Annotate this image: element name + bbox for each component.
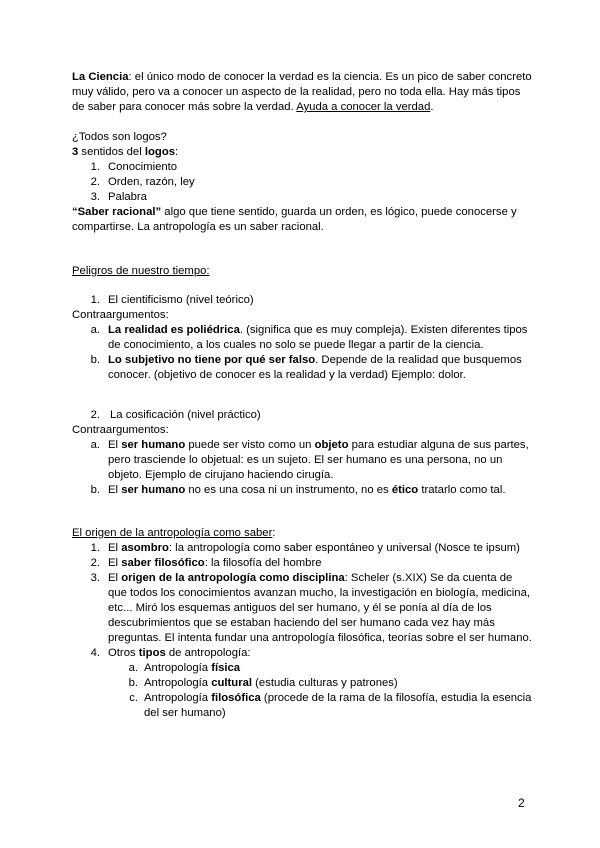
page-number: 2 [518,796,525,810]
bold-phrase: ético [391,484,419,496]
text-run: : la filosofía del hombre [204,557,322,569]
list-letter: b. [128,677,138,689]
list-number: 3. [90,572,100,584]
bold-phrase: filosófica [211,692,261,704]
list-item [72,160,532,175]
list-text: Conocimiento [108,161,178,173]
logos-senses-post: : [175,146,179,158]
list-item [72,541,532,556]
contraargumentos-label: Contraargumentos: [72,424,169,436]
list-item [72,676,532,691]
list-letter: c. [129,692,138,704]
list-item [72,661,532,676]
list-number: 2. [90,176,100,188]
logos-senses-line [72,145,532,160]
text-run: : Scheler (s.XIX) Se da cuenta de que todos los conocimientos avanzan mucho, la investigación en biología, medicina, etc... Miró los esquemas antiguos del ser humano, y él se ponía al día de los descubrimientos que se estaban haciendo del ser humano cada vez hay más preguntas. El intenta fundar una antropología filosófica, teorías sobre el ser humano. [108,572,532,644]
origen-heading-text: El origen de la antropología como saber [72,527,273,539]
intro-paragraph [72,70,532,115]
text-run: no es una cosa ni un instrumento, no es [185,484,392,496]
text-run: (estudia culturas y patrones) [252,677,398,689]
text-run: Otros [108,647,139,659]
list-item [72,323,532,353]
list-item [72,353,532,383]
text-run: Antropología [144,692,212,704]
text-run: Antropología [144,677,212,689]
peligros-section-1 [72,293,532,383]
list-number: 1. [90,294,100,306]
text-run: : la antropología como saber espontáneo y universal (Nosce te ipsum) [168,542,520,554]
list-letter: a. [128,662,138,674]
bold-phrase: tipos [138,647,166,659]
list-item [72,646,532,661]
list-number: 2. [90,409,100,421]
list-text: La cosificación (nivel práctico) [110,409,261,421]
logos-senses-pre: sentidos del [78,146,145,158]
origen-section [72,526,532,721]
text-run: puede ser visto como un [185,439,315,451]
text-run: El [108,484,122,496]
text-run: tratarlo como tal. [418,484,506,496]
logos-list [72,160,532,205]
logos-question: ¿Todos son logos? [72,131,167,143]
bold-phrase: La realidad es poliédrica [108,324,240,336]
bold-phrase: ser humano [121,439,186,451]
list-item [72,190,532,205]
bold-phrase: cultural [211,677,253,689]
list-item [72,556,532,571]
bold-phrase: saber filosófico [121,557,205,569]
list-text: El cientificismo (nivel teórico) [108,294,254,306]
list-item [72,691,532,721]
list-number: 2. [90,557,100,569]
list-item [72,175,532,190]
bold-phrase: Lo subjetivo no tiene por qué ser falso [108,354,316,366]
logos-word: logos [144,146,175,158]
text-run: para estudiar alguna de sus partes, pero trasciende lo objetual: es un sujeto. El ser humano es una persona, no un objeto. Ejemplo de cirujano haciendo cirugía. [108,439,529,481]
origen-heading-colon: : [272,527,276,539]
list-text: Orden, razón, ley [108,176,195,188]
list-number: 1. [90,161,100,173]
list-item [72,571,532,646]
text-run: El [108,439,122,451]
list-text: . Depende de la realidad que busquemos conocer. (objetivo de conocer es la realidad y la verdad) Ejemplo: dolor. [108,354,522,381]
list-number: 1. [90,542,100,554]
list-item [72,483,532,498]
intro-end: . [430,101,434,113]
text-run: (procede de la rama de la filosofía, estudia la esencia del ser humano) [144,692,532,719]
peligros-heading [72,264,532,279]
list-letter: b. [90,484,100,496]
list-letter: a. [90,439,100,451]
list-text: Palabra [108,191,147,203]
list-item [72,293,532,308]
bold-phrase: ser humano [121,484,186,496]
origen-heading [72,526,532,541]
list-letter: b. [90,354,100,366]
saber-racional-paragraph [72,205,532,235]
bold-phrase: asombro [121,542,169,554]
bold-phrase: objeto [314,439,349,451]
ciencia-term: La Ciencia [72,71,129,83]
text-run: de antropología: [165,647,251,659]
intro-text: : el único modo de conocer la verdad es la ciencia. Es un pico de saber concreto muy válido, pero va a conocer un aspecto de la realidad, pero no toda ella. Hay más tipos de saber para conocer más sobre la verdad. [72,71,532,113]
logos-section [72,130,532,235]
list-number: 3. [90,191,100,203]
text-run: El [108,542,122,554]
text-run: El [108,572,122,584]
contraargumentos-label: Contraargumentos: [72,309,169,321]
list-text: . (significa que es muy compleja). Existen diferentes tipos de conocimiento, a los cuales no solo se puede llegar a partir de la ciencia. [108,324,528,351]
list-letter: a. [90,324,100,336]
bold-phrase: origen de la antropología como disciplina [121,572,345,584]
list-number: 4. [90,647,100,659]
peligros-heading-text: Peligros de nuestro tiempo: [72,265,210,277]
list-item [72,408,532,423]
peligros-section-2 [72,408,532,498]
saber-racional-term: “Saber racional” [72,206,162,218]
saber-racional-text: algo que tiene sentido, guarda un orden, es lógico, puede conocerse y compartirse. La antropología es un saber racional. [72,206,517,233]
intro-link-text: Ayuda a conocer la verdad [296,101,431,113]
text-run: Antropología [144,662,212,674]
bold-phrase: física [211,662,241,674]
list-item [72,438,532,483]
logos-count: 3 [72,146,79,158]
text-run: El [108,557,122,569]
